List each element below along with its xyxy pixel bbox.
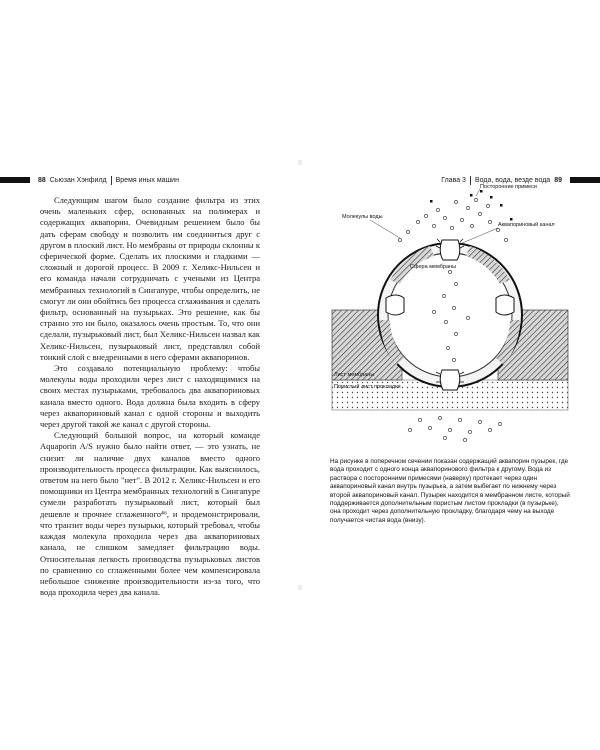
running-header-left <box>0 175 179 185</box>
caption-text: На рисунке в поперечном сечении показан содержащий аквапорин пузырек, где вода проходит с одного конца аквапоринового фильтра к другому. Вода из раствора с посторонними примесями (наверху) протекает через один аквапориновый канал внутрь пузырька, а затем выбегает по нижнему через второй аквапориновый канал. Пузырек находится в мембранном листе, который поддерживается дополнительным пористым листом прокладки (в пузырьке), она проходит через дополнительную прокладку, благодаря чему на выходе получается чистая вода (внизу). <box>330 458 570 524</box>
label-porous-sheet: Пористый лист прокладки <box>334 384 401 390</box>
aquaporin-diagram <box>330 180 570 450</box>
header-bar <box>570 177 600 183</box>
label-impurities: Посторонние примеси <box>480 184 537 190</box>
label-aquaporin-channel: Аквапориновый канал <box>498 222 555 228</box>
book-title: Время иных машин <box>115 176 179 184</box>
page-number: 89 <box>554 176 562 184</box>
water-molecules-top <box>398 198 507 241</box>
left-page <box>0 165 300 598</box>
label-membrane-sphere: Сфера мембраны <box>410 264 457 270</box>
chapter-label: Глава 3 <box>441 176 466 184</box>
water-molecules-bottom <box>408 416 501 441</box>
impurities <box>430 190 513 221</box>
chapter-title: Вода, вода, везде вода <box>474 176 551 184</box>
page-number: 88 <box>38 176 46 184</box>
author-name: Сьюзан Хэнфилд <box>49 176 107 184</box>
paragraph: Это создавало потенциальную проблему: чтобы молекулы воды проходили через лист с находящимися на своих местах пузырьками, требовалось два аквапориновых канала вместо одного. Вода должна была входить в сферу через аквапориновый канал с одной стороны и выходить через другой такой же канал с другой стороны. <box>40 363 260 430</box>
right-page <box>300 165 600 585</box>
label-water-molecules: Молекулы воды <box>342 214 383 220</box>
paragraph: Следующий большой вопрос, на который команде Aquaporin A/S нужно было найти ответ, — это узнать, не снизит ли наличие двух каналов вместо одного производительность процесса фильтрации. Как выяснилось, ответом на него было "нет". В 2012 г. Хеликс-Нильсен и его помощники из Центра мембранных технологий в Сингапуре сумели разработать пузырьковый лист, который был дешевле и прочнее сглаженного⁴⁶, и продемонстрировали, что транзит воды через пузырьки, который требовал, чтобы каждая молекула проходила через два аквапориновых канала, не слишком замедляет фильтрацию воды. Относительная легкость производства пузырьковых листов по сравнению со сглаженными более чем компенсировала небольшое снижение производительности из-за того, что вода проходила через два канала. <box>40 430 260 598</box>
aquaporin-channel-right <box>496 295 514 315</box>
aquaporin-channel-left <box>386 295 404 315</box>
body-text <box>40 195 260 598</box>
figure-caption <box>330 458 570 525</box>
header-separator <box>111 176 112 185</box>
header-bar <box>0 177 30 183</box>
label-membrane-sheet: Лист мембраны <box>334 372 375 378</box>
paragraph: Следующим шагом было создание фильтра из этих очень маленьких сфер, основанных на полимерах и содержащих аквапорин. Очевидным решением было бы дать сферам свободу и позволить им соединиться друг с другом в плоский лист. Но мембраны от природы склонны к сферической форме. Сделать их плоскими и гладкими — сложный и дорогой процесс. В 2009 г. Хеликс-Нильсен и его команда начали сотрудничать с учеными из Центра мембранных технологий в Сингапуре, чтобы определить, не смогут ли они обойтись без процесса сглаживания и сделать фильтр, основанный на пузырьках. Это решение, как бы странно это ни было, оказалось очень простым. То, что они сделали, пузырьковый лист, был Хеликс-Нильсен назвал как Хеликс-Нильсен, пузырьковый лист, представлял собой тонкий слой с внедренными в него сферами аквапоринов. <box>40 195 260 362</box>
